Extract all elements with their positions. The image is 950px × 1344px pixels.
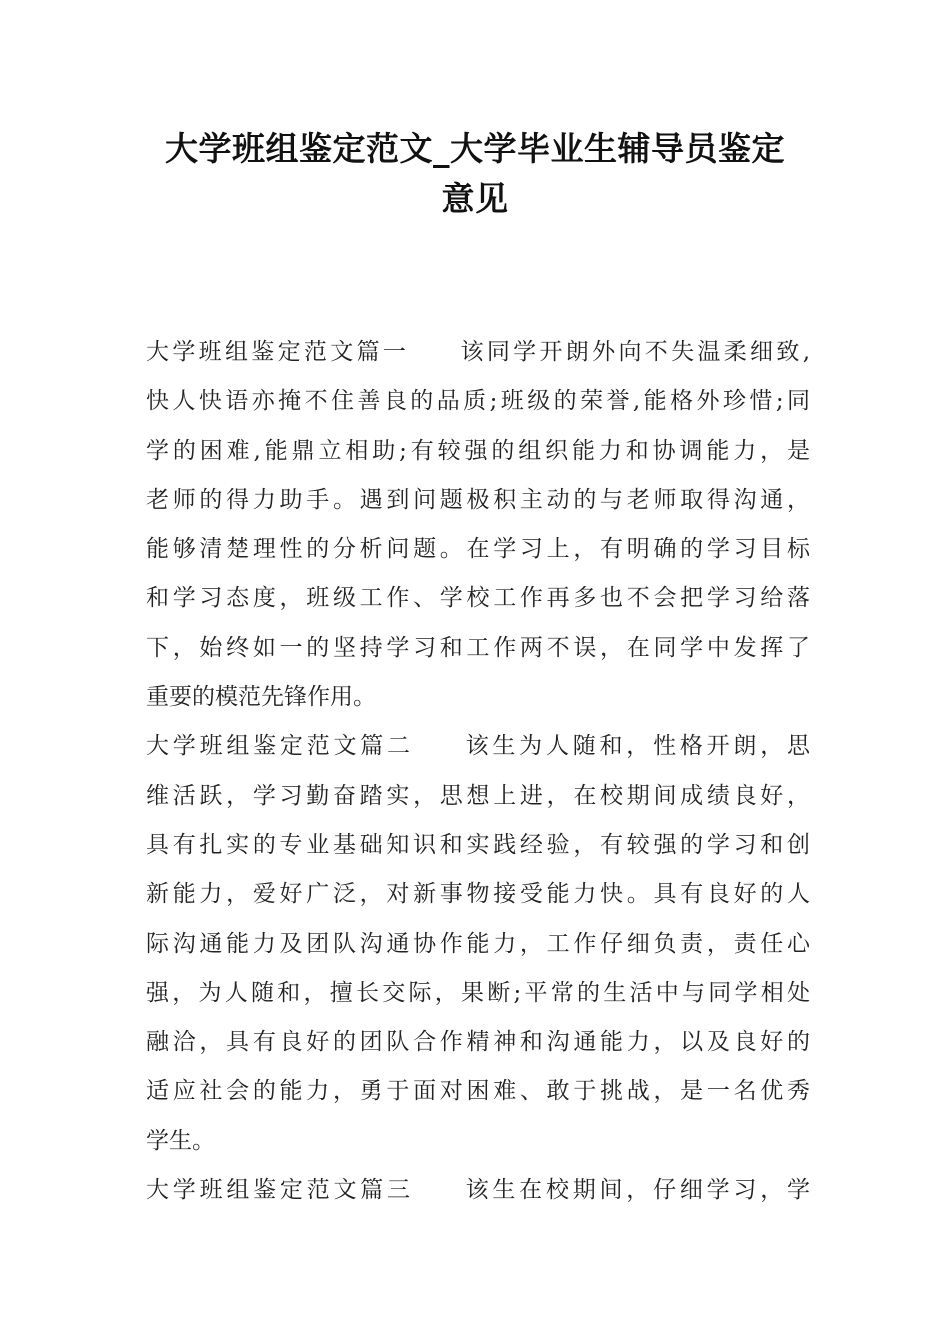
section-1-first-line	[146, 328, 810, 377]
section-2-line-8: 学生。	[146, 1127, 215, 1154]
section-1-line-1: 快人快语亦掩不住善良的品质;班级的荣誉,能格外珍惜;同	[146, 388, 810, 415]
section-2-heading: 大学班组鉴定范文篇二	[146, 733, 414, 760]
section-3-line-0: 该生在校期间，仔细学习，学	[461, 1177, 811, 1204]
section-1-line-0: 该同学开朗外向不失温柔细致,	[457, 339, 810, 365]
title-line-2: 意见	[441, 179, 509, 218]
section-2-line-6: 融洽，具有良好的团队合作精神和沟通能力，以及良好的	[146, 1029, 810, 1056]
section-1	[146, 328, 810, 722]
section-1-line-2: 学的困难,能鼎立相助;有较强的组织能力和协调能力，是	[146, 437, 810, 464]
section-2-line-2: 具有扎实的专业基础知识和实践经验，有较强的学习和创	[146, 831, 810, 858]
section-2-line-5: 强，为人随和，擅长交际，果断;平常的生活中与同学相处	[146, 979, 810, 1006]
section-2-first-line	[146, 722, 810, 771]
section-1-heading: 大学班组鉴定范文篇一	[146, 339, 410, 365]
section-2-line-1: 维活跃，学习勤奋踏实，思想上进，在校期间成绩良好，	[146, 782, 810, 809]
section-1-line-6: 下，始终如一的坚持学习和工作两不误，在同学中发挥了	[146, 634, 810, 661]
section-1-line-5: 和学习态度，班级工作、学校工作再多也不会把学习给落	[146, 585, 810, 612]
section-3	[146, 1166, 810, 1215]
title-line-1: 大学班组鉴定范文_大学毕业生辅导员鉴定	[165, 129, 785, 168]
section-1-line-4: 能够清楚理性的分析问题。在学习上，有明确的学习目标	[146, 536, 810, 563]
section-3-heading: 大学班组鉴定范文篇三	[146, 1177, 414, 1204]
section-2-line-3: 新能力，爱好广泛，对新事物接受能力快。具有良好的人	[146, 881, 810, 908]
section-1-line-7: 重要的模范先锋作用。	[146, 684, 376, 711]
document-title	[110, 124, 840, 224]
document-body	[146, 328, 810, 1215]
section-3-first-line	[146, 1166, 810, 1215]
section-2-line-4: 际沟通能力及团队沟通协作能力，工作仔细负责，责任心	[146, 930, 810, 957]
section-1-line-3: 老师的得力助手。遇到问题极积主动的与老师取得沟通，	[146, 486, 810, 513]
section-2	[146, 722, 810, 1166]
section-2-line-0: 该生为人随和，性格开朗，思	[461, 733, 811, 760]
section-2-line-7: 适应社会的能力，勇于面对困难、敢于挑战，是一名优秀	[146, 1078, 810, 1105]
